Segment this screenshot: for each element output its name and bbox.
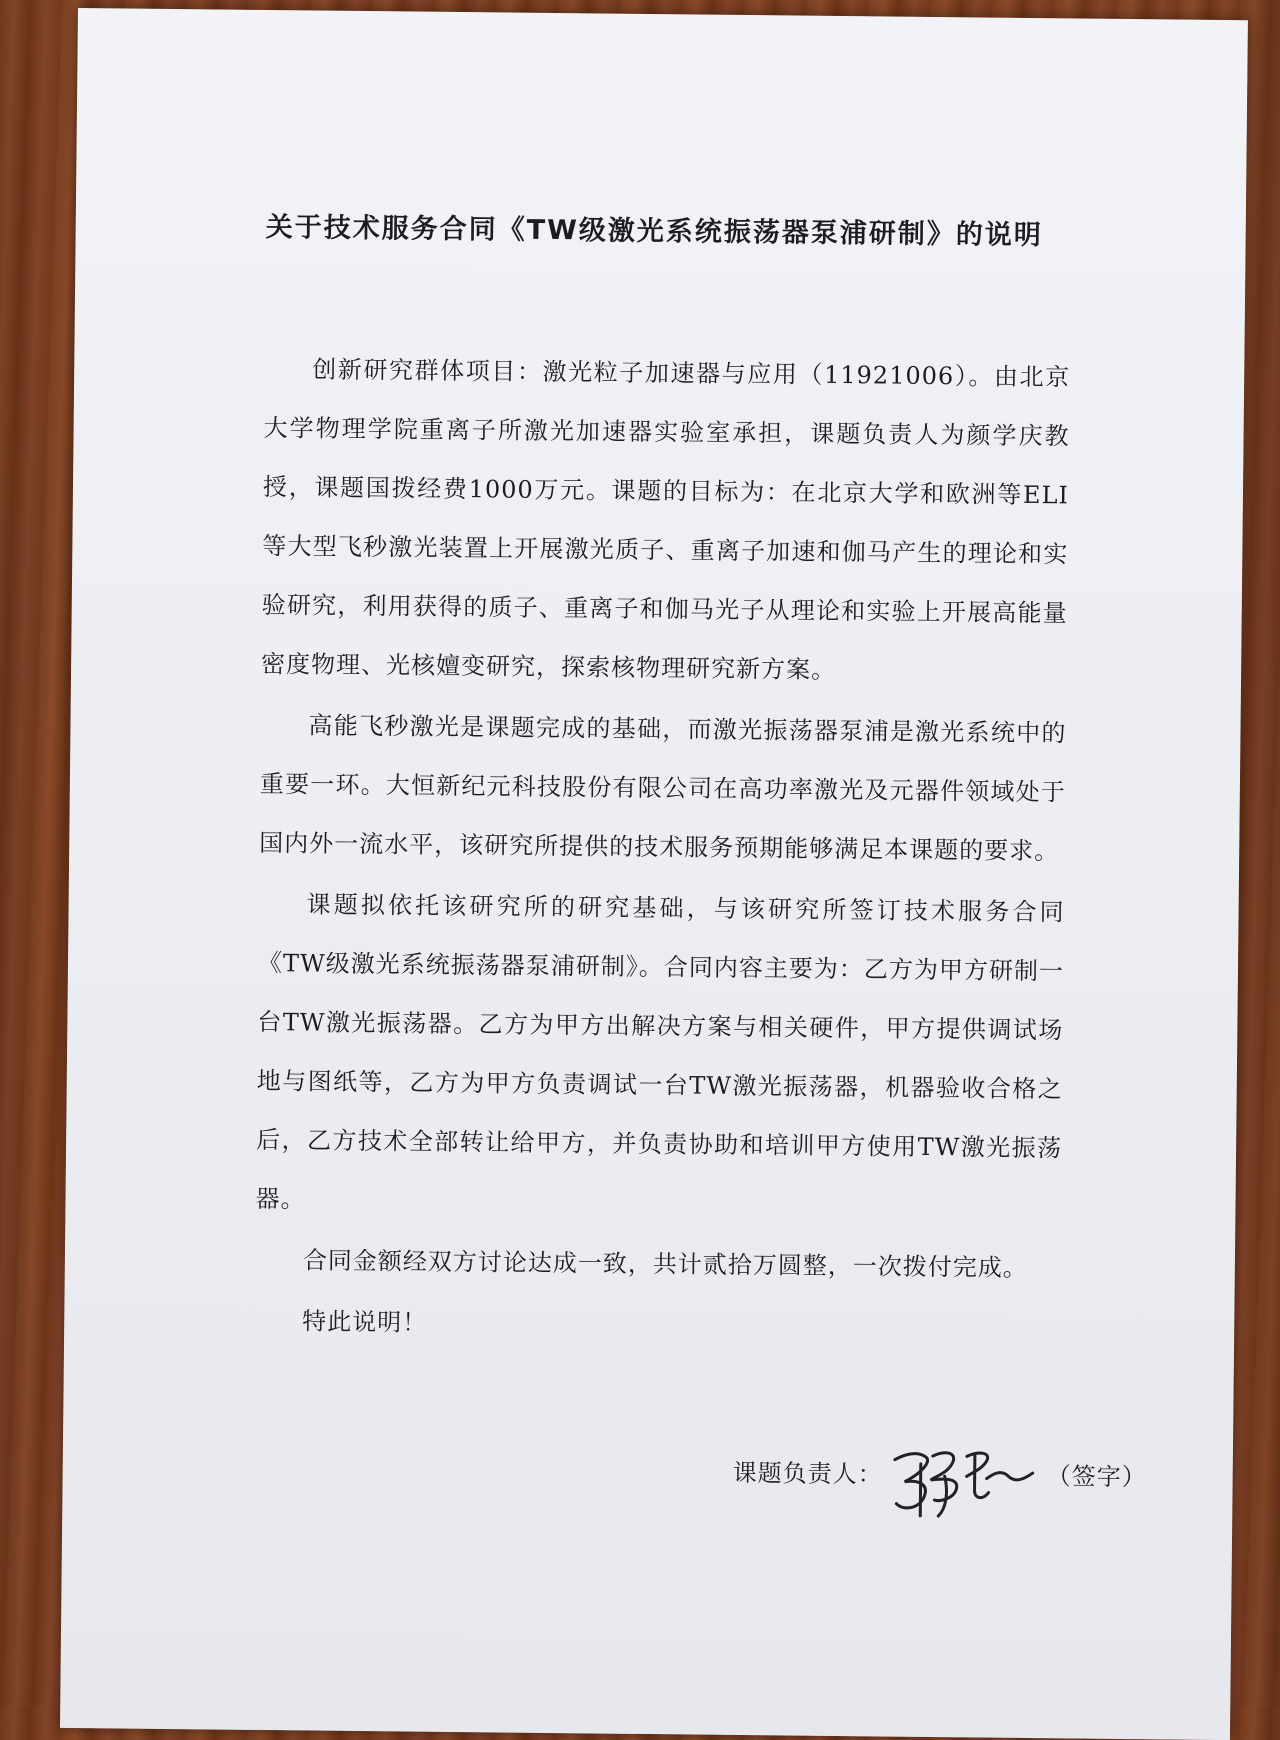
paper-sheet — [60, 8, 1248, 1740]
document-title: 关于技术服务合同《TW级激光系统振荡器泵浦研制》的说明 — [265, 211, 1044, 252]
handwritten-signature — [886, 1442, 1037, 1524]
signature-note: （签字） — [1046, 1461, 1147, 1491]
document-body — [254, 340, 1071, 1359]
signature-label: 课题负责人： — [732, 1458, 883, 1489]
signature-block — [732, 1430, 1147, 1514]
paragraph-contract-content: 课题拟依托该研究所的研究基础，与该研究所签订技术服务合同《TW级激光系统振荡器泵浦研制》。合同内容主要为：乙方为甲方研制一台TW激光振荡器。乙方为甲方出解决方案与相关硬件，甲方提供调试场地与图纸等，乙方为甲方负责调试一台TW激光振荡器，机器验收合格之后，乙方技术全部转让给甲方，并负责协助和培训甲方使用TW激光振荡器。 — [255, 890, 1065, 1214]
paragraph-laser-basis: 高能飞秒激光是课题完成的基础，而激光振荡器泵浦是激光系统中的重要一环。大恒新纪元科技股份有限公司在高功率激光及元器件领域处于国内外一流水平，该研究所提供的技术服务预期能够满足本课题的要求。 — [259, 711, 1067, 866]
paragraph-contract-amount: 合同金额经双方讨论达成一致，共计贰拾万圆整，一次拨付完成。 — [302, 1246, 1029, 1283]
paragraph-closing: 特此说明！ — [302, 1307, 428, 1337]
document — [88, 8, 1238, 1491]
paragraph-project: 创新研究群体项目：激光粒子加速器与应用（11921006）。由北京大学物理学院重离子所激光加速器实验室承担，课题负责人为颜学庆教授，课题国拨经费1000万元。课题的目标为：在北京大学和欧洲等ELI等大型飞秒激光装置上开展激光质子、重离子加速和伽马产生的理论和实验研究，利用获得的质子、重离子和伽马光子从理论和实验上开展高能量密度物理、光核嬗变研究，探索核物理研究新方案。 — [260, 355, 1071, 684]
